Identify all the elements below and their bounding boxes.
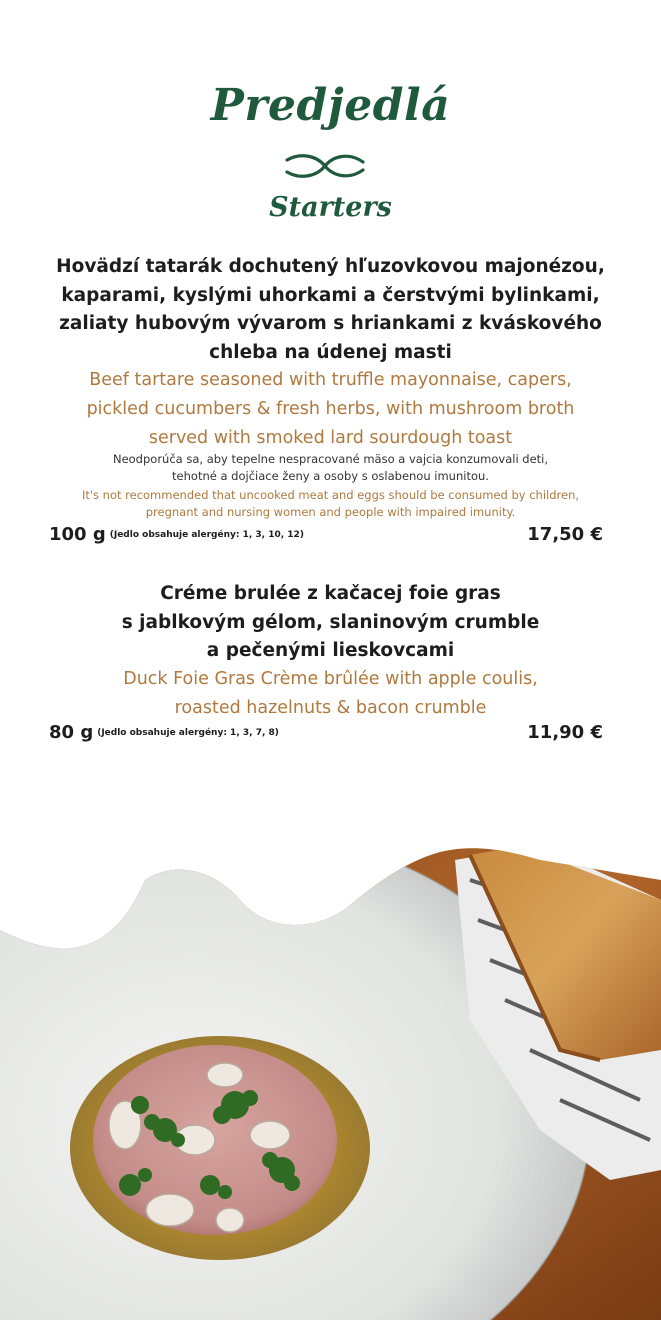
allergen-note: (Jedlo obsahuje alergény: 1, 3, 10, 12): [109, 530, 304, 540]
beef-tartare-photo: [0, 840, 661, 1320]
warning-sk-line: Neodporúča sa, aby tepelne nespracované mäso a vajcia konzumovali deti,: [112, 452, 549, 466]
dish-name-en: [40, 665, 621, 723]
dish-name-en: [40, 366, 621, 453]
dish-weight: [49, 524, 304, 545]
dish-name-sk-line: Hovädzí tatarák dochutený hľuzovkovou majonézou,: [56, 256, 605, 277]
dish-name-sk-line: chleba na údenej masti: [209, 341, 452, 363]
section-title-sk: Predjedlá: [210, 80, 451, 131]
dish-name-en-line: roasted hazelnuts & bacon crumble: [174, 698, 487, 718]
allergen-note: (Jedlo obsahuje alergény: 1, 3, 7, 8): [97, 728, 279, 738]
raw-food-warning-sk: [60, 451, 601, 485]
dish-name-sk-line: s jablkovým gélom, slaninovým crumble: [121, 611, 540, 633]
dish-name-en-line: pickled cucumbers & fresh herbs, with mushroom broth: [86, 399, 575, 419]
dish-name-sk-line: kaparami, kyslými uhorkami a čerstvými bylinkami,: [61, 284, 600, 306]
dish-name-en-line: Beef tartare seasoned with truffle mayonnaise, capers,: [89, 370, 572, 390]
warning-sk-line: tehotné a dojčiace ženy a osoby s oslabenou imunitou.: [172, 469, 489, 483]
warning-en-line: It's not recommended that uncooked meat and eggs should be consumed by children,: [81, 488, 580, 502]
dish-name-en-line: served with smoked lard sourdough toast: [148, 428, 513, 448]
weight-value: 100 g: [49, 524, 106, 545]
dish-name-sk-line: zaliaty hubovým vývarom s hriankami z kváskového: [59, 313, 602, 335]
raw-food-warning-en: [60, 487, 601, 521]
weight-value: 80 g: [49, 722, 94, 743]
flourish-ornament-icon: [283, 148, 367, 184]
dish-name-sk-line: Créme brulée z kačacej foie gras: [160, 583, 501, 604]
dish-price: 17,50 €: [527, 524, 603, 545]
section-title-en: Starters: [269, 192, 392, 223]
dish-price: 11,90 €: [527, 722, 603, 743]
warning-en-line: pregnant and nursing women and people with impaired imunity.: [145, 505, 516, 519]
dish-weight: [49, 722, 279, 743]
dish-name-sk: [40, 253, 621, 367]
dish-name-sk: [40, 580, 621, 666]
dish-name-en-line: Duck Foie Gras Crème brûlée with apple coulis,: [123, 669, 538, 689]
dish-name-sk-line: a pečenými lieskovcami: [206, 640, 455, 662]
